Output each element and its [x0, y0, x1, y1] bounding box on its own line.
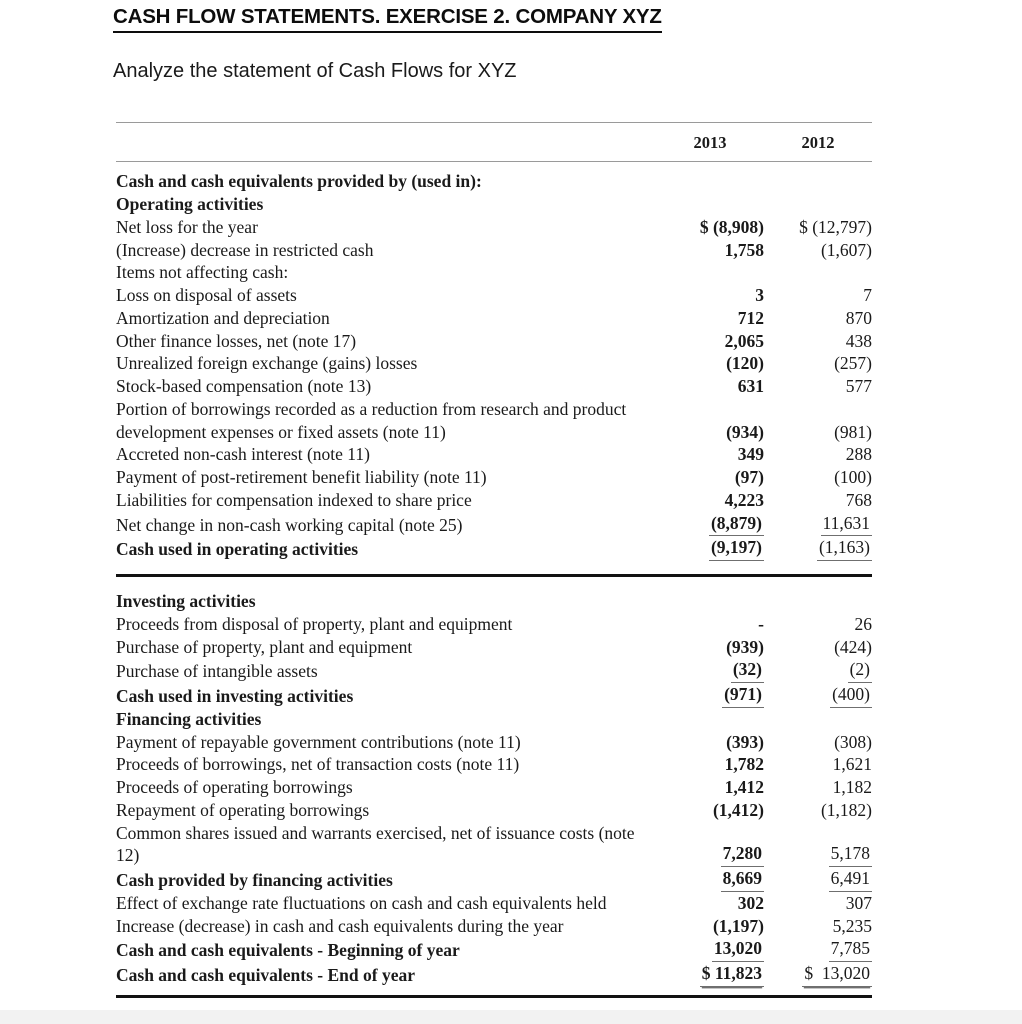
table-row — [116, 261, 872, 284]
row-value-2012 — [764, 489, 872, 512]
row-value-2012 — [764, 799, 872, 822]
row-value-2012 — [764, 512, 872, 537]
row-value-2013-text: 349 — [737, 444, 764, 465]
row-value-2013 — [656, 636, 764, 659]
row-value-2013-text: (971) — [722, 683, 764, 708]
row-value-2013 — [656, 731, 764, 754]
row-label: Investing activities — [116, 591, 256, 612]
table-row — [116, 776, 872, 799]
row-value-2013 — [656, 193, 764, 216]
row-label: Net change in non-cash working capital (note 25) — [116, 514, 463, 535]
table-row — [116, 307, 872, 330]
row-value-2013 — [656, 375, 764, 398]
row-value-2013-text: 302 — [737, 892, 764, 913]
row-value-2012 — [764, 193, 872, 216]
row-value-2012-text: 577 — [845, 376, 872, 397]
table-row — [116, 937, 872, 962]
row-label: Cash and cash equivalents - Beginning of year — [116, 940, 460, 961]
row-value-2013 — [656, 590, 764, 613]
row-value-2013 — [656, 536, 764, 561]
row-value-2012 — [764, 590, 872, 613]
row-label: Loss on disposal of assets — [116, 285, 297, 306]
row-value-2012-text: 7,785 — [829, 937, 872, 962]
page-footer-strip — [0, 1010, 1022, 1024]
row-value-2012-text: 7 — [863, 285, 872, 306]
row-value-2012 — [764, 658, 872, 683]
row-value-2012-text: (1,607) — [820, 239, 872, 260]
row-value-2012 — [764, 753, 872, 776]
row-value-2012 — [764, 330, 872, 353]
row-value-2012 — [764, 216, 872, 239]
row-value-2013 — [656, 398, 764, 444]
row-value-2012-text: 870 — [845, 307, 872, 328]
table-row — [116, 590, 872, 613]
row-value-2013-text: (1,412) — [712, 799, 764, 820]
table-row — [116, 636, 872, 659]
row-value-2013 — [656, 799, 764, 822]
row-value-2012-text: 1,182 — [832, 777, 872, 798]
row-value-2012-text: 768 — [845, 489, 872, 510]
table-row — [116, 536, 872, 561]
row-value-2013 — [656, 443, 764, 466]
row-value-2013 — [656, 170, 764, 193]
row-label: Purchase of intangible assets — [116, 661, 318, 682]
row-value-2013 — [656, 937, 764, 962]
table-row — [116, 915, 872, 938]
row-value-2012 — [764, 915, 872, 938]
row-value-2013-text: 8,669 — [721, 867, 764, 892]
row-value-2012-text: 26 — [854, 613, 872, 634]
row-value-2012 — [764, 613, 872, 636]
row-value-2013-text: 4,223 — [724, 489, 764, 510]
row-value-2013 — [656, 216, 764, 239]
row-value-2012-text: (424) — [834, 636, 872, 657]
row-value-2013 — [656, 776, 764, 799]
row-label: Portion of borrowings recorded as a reduction from research and product development expenses or fixed assets (note 11) — [116, 398, 627, 442]
investing-financing-table — [116, 590, 872, 987]
table-row — [116, 892, 872, 915]
row-label: Cash and cash equivalents - End of year — [116, 965, 416, 986]
operating-activities-table — [116, 170, 872, 561]
row-value-2012 — [764, 239, 872, 262]
row-value-2012 — [764, 466, 872, 489]
row-label: Cash used in investing activities — [116, 686, 354, 707]
table-row — [116, 193, 872, 216]
row-value-2013 — [656, 466, 764, 489]
row-value-2012 — [764, 708, 872, 731]
row-label: Other finance losses, net (note 17) — [116, 330, 357, 351]
row-value-2013-text: (9,197) — [709, 536, 764, 561]
row-value-2013 — [656, 352, 764, 375]
page-title: CASH FLOW STATEMENTS. EXERCISE 2. COMPANY XYZ — [113, 5, 662, 33]
row-label: Effect of exchange rate fluctuations on cash and cash equivalents held — [116, 892, 607, 913]
row-value-2012-text: 5,178 — [829, 842, 872, 867]
row-value-2012 — [764, 170, 872, 193]
row-value-2013-text: (32) — [731, 658, 764, 683]
row-value-2013-text: 1,412 — [724, 777, 764, 798]
row-value-2013-text: (393) — [726, 731, 764, 752]
header-spacer — [116, 123, 656, 161]
row-label: (Increase) decrease in restricted cash — [116, 239, 374, 260]
row-value-2012 — [764, 307, 872, 330]
row-value-2013 — [656, 683, 764, 708]
row-label: Financing activities — [116, 708, 262, 729]
row-value-2013-text: $ 11,823 — [700, 962, 764, 987]
row-value-2012 — [764, 261, 872, 284]
row-value-2012-text: (100) — [834, 467, 872, 488]
table-row — [116, 753, 872, 776]
row-value-2013 — [656, 708, 764, 731]
row-value-2013-text: (939) — [726, 636, 764, 657]
row-label: Common shares issued and warrants exercised, net of issuance costs (note 12) — [116, 822, 635, 866]
row-value-2013 — [656, 867, 764, 892]
row-value-2012 — [764, 636, 872, 659]
table-row — [116, 443, 872, 466]
row-label: Amortization and depreciation — [116, 307, 330, 328]
row-value-2013-text: 2,065 — [724, 330, 764, 351]
row-value-2012 — [764, 536, 872, 561]
row-label: Increase (decrease) in cash and cash equivalents during the year — [116, 915, 564, 936]
row-value-2012 — [764, 937, 872, 962]
row-label: Stock-based compensation (note 13) — [116, 376, 372, 397]
row-value-2013 — [656, 261, 764, 284]
instruction-text: Analyze the statement of Cash Flows for XYZ — [113, 60, 517, 82]
row-value-2012-text: (981) — [834, 421, 872, 442]
row-label: Accreted non-cash interest (note 11) — [116, 444, 370, 465]
row-value-2013 — [656, 239, 764, 262]
row-value-2013-text: 3 — [755, 285, 764, 306]
table-row — [116, 708, 872, 731]
row-value-2012 — [764, 443, 872, 466]
row-value-2013-text: 7,280 — [721, 842, 764, 867]
table-row — [116, 512, 872, 537]
row-value-2013 — [656, 753, 764, 776]
row-value-2013 — [656, 489, 764, 512]
table-row — [116, 613, 872, 636]
table-row — [116, 799, 872, 822]
row-label: Payment of post-retirement benefit liability (note 11) — [116, 467, 487, 488]
table-row — [116, 170, 872, 193]
table-row — [116, 375, 872, 398]
row-value-2012 — [764, 731, 872, 754]
header-year-2012: 2012 — [801, 133, 835, 152]
row-value-2012 — [764, 776, 872, 799]
row-label: Payment of repayable government contributions (note 11) — [116, 731, 521, 752]
row-value-2012 — [764, 398, 872, 444]
row-value-2012 — [764, 683, 872, 708]
table-row — [116, 867, 872, 892]
header-year-2013: 2013 — [693, 133, 727, 152]
row-label: Operating activities — [116, 194, 264, 215]
row-value-2012-text: (400) — [830, 683, 872, 708]
row-value-2012-text: 1,621 — [832, 754, 872, 775]
row-value-2013-text: $ (8,908) — [699, 216, 764, 237]
row-value-2013 — [656, 512, 764, 537]
table-row — [116, 822, 872, 868]
row-value-2012-text: (1,182) — [820, 799, 872, 820]
row-value-2012 — [764, 892, 872, 915]
table-row — [116, 330, 872, 353]
row-label: Proceeds of borrowings, net of transaction costs (note 11) — [116, 754, 520, 775]
row-value-2012-text: (308) — [834, 731, 872, 752]
row-value-2013-text: (97) — [734, 467, 764, 488]
row-value-2013 — [656, 284, 764, 307]
row-value-2012-text: (257) — [834, 353, 872, 374]
table-row — [116, 398, 872, 444]
row-value-2012-text: 6,491 — [829, 867, 872, 892]
row-label: Net loss for the year — [116, 216, 258, 237]
row-value-2012 — [764, 352, 872, 375]
row-label: Cash provided by financing activities — [116, 870, 393, 891]
row-value-2012-text: 5,235 — [832, 915, 872, 936]
table-row — [116, 352, 872, 375]
row-value-2013-text: (8,879) — [709, 512, 764, 537]
row-value-2013-text: 1,782 — [724, 754, 764, 775]
table-row — [116, 239, 872, 262]
row-label: Proceeds from disposal of property, plant and equipment — [116, 613, 513, 634]
row-value-2012-text: 307 — [845, 892, 872, 913]
row-value-2012-text: 11,631 — [821, 512, 872, 537]
row-value-2013-text: 712 — [737, 307, 764, 328]
row-value-2012-text: (2) — [848, 658, 872, 683]
row-value-2012-text: 288 — [845, 444, 872, 465]
row-value-2012 — [764, 284, 872, 307]
row-label: Unrealized foreign exchange (gains) losses — [116, 353, 418, 374]
row-value-2012-text: 438 — [845, 330, 872, 351]
row-value-2013-text: (1,197) — [712, 915, 764, 936]
row-label: Cash used in operating activities — [116, 539, 359, 560]
row-value-2013 — [656, 822, 764, 868]
row-value-2013 — [656, 892, 764, 915]
table-row — [116, 962, 872, 987]
row-value-2013 — [656, 962, 764, 987]
table-row — [116, 683, 872, 708]
row-label: Items not affecting cash: — [116, 262, 289, 283]
row-value-2013 — [656, 307, 764, 330]
row-value-2013 — [656, 613, 764, 636]
table-header-row — [116, 123, 872, 161]
row-value-2013-text: 13,020 — [712, 937, 764, 962]
row-value-2012 — [764, 822, 872, 868]
row-value-2012 — [764, 375, 872, 398]
table-row — [116, 466, 872, 489]
row-value-2012-text: $ 13,020 — [802, 962, 872, 987]
row-value-2013 — [656, 330, 764, 353]
row-value-2012-text: (1,163) — [817, 536, 872, 561]
row-label: Liabilities for compensation indexed to share price — [116, 489, 472, 510]
table-row — [116, 489, 872, 512]
row-value-2012 — [764, 962, 872, 987]
year-header-table — [116, 123, 872, 161]
row-value-2013-text: 631 — [737, 376, 764, 397]
cash-flow-statement — [116, 122, 872, 998]
row-value-2012 — [764, 867, 872, 892]
row-label: Cash and cash equivalents provided by (used in): — [116, 171, 482, 192]
row-value-2013-text: 1,758 — [724, 239, 764, 260]
table-row — [116, 216, 872, 239]
row-value-2013-text: (934) — [726, 421, 764, 442]
table-row — [116, 658, 872, 683]
row-label: Repayment of operating borrowings — [116, 799, 370, 820]
row-label: Purchase of property, plant and equipment — [116, 636, 413, 657]
row-value-2013-text: - — [758, 613, 764, 634]
table-row — [116, 731, 872, 754]
row-value-2013-text: (120) — [726, 353, 764, 374]
row-value-2013 — [656, 915, 764, 938]
table-row — [116, 284, 872, 307]
row-label: Proceeds of operating borrowings — [116, 777, 353, 798]
row-value-2013 — [656, 658, 764, 683]
table-bottom-rule — [116, 995, 872, 998]
row-value-2012-text: $ (12,797) — [799, 216, 872, 237]
